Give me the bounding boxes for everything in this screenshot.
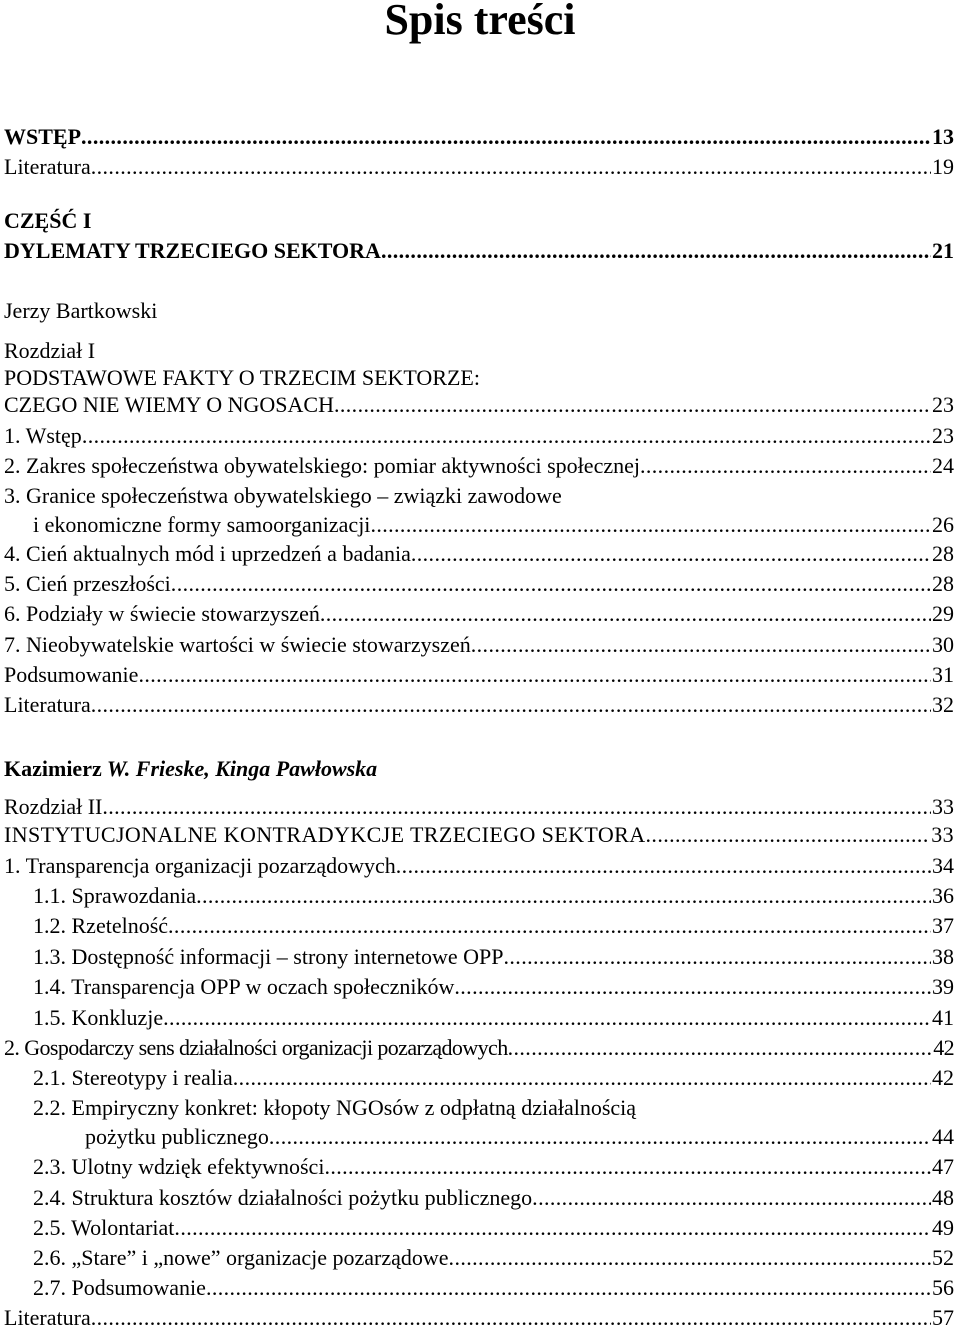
page-number: 36 — [932, 883, 954, 908]
leader-dots — [396, 851, 931, 881]
leader-dots — [206, 1273, 931, 1303]
page-number: 31 — [932, 662, 954, 687]
page-number: 57 — [932, 1305, 954, 1330]
page-number: 29 — [932, 601, 954, 626]
leader-dots — [91, 152, 931, 182]
leader-dots — [381, 236, 931, 266]
toc-entry[interactable]: 1.2. Rzetelność ..... 37 — [33, 911, 954, 941]
toc-entry[interactable]: 1.3. Dostępność informacji – strony internetowe OPP ..... 38 — [33, 942, 954, 972]
leader-dots — [532, 1183, 931, 1213]
page-number: 23 — [932, 392, 954, 417]
leader-dots — [269, 1122, 931, 1152]
toc-entry[interactable]: 1.4. Transparencja OPP w oczach społeczników ..... 39 — [33, 972, 954, 1002]
page-number: 24 — [932, 453, 954, 478]
leader-dots — [138, 660, 931, 690]
leader-dots — [508, 1033, 933, 1063]
page-number: 28 — [932, 541, 954, 566]
page-number: 42 — [932, 1065, 954, 1090]
leader-dots — [320, 599, 931, 629]
toc-entry[interactable]: 2.5. Wolontariat ..... 49 — [33, 1213, 954, 1243]
page-number: 37 — [932, 913, 954, 938]
toc-entry[interactable]: 1.5. Konkluzje ..... 41 — [33, 1003, 954, 1033]
leader-dots — [640, 451, 931, 481]
leader-dots — [411, 539, 931, 569]
toc-entry-line[interactable]: 3. Granice społeczeństwa obywatelskiego – związki zawodowe — [4, 483, 562, 508]
page-number: 38 — [932, 944, 954, 969]
leader-dots — [646, 820, 931, 850]
leader-dots — [168, 911, 931, 941]
leader-dots — [324, 1152, 931, 1182]
page-number: 42 — [933, 1035, 954, 1060]
leader-dots — [102, 792, 931, 822]
page-number: 23 — [932, 423, 954, 448]
toc-entry[interactable]: 7. Nieobywatelskie wartości w świecie stowarzyszeń ..... 30 — [4, 630, 954, 660]
page-number: 21 — [932, 238, 954, 263]
page-number: 41 — [932, 1005, 954, 1030]
chapter-author: Jerzy Bartkowski — [4, 298, 158, 323]
toc-entry[interactable]: 2.7. Podsumowanie ..... 56 — [33, 1273, 954, 1303]
chapter-authors: Kazimierz W. Frieske, Kinga Pawłowska — [4, 756, 378, 781]
toc-entry-chapter-title[interactable]: CZEGO NIE WIEMY O NGOSACH ..... 23 — [4, 390, 954, 420]
toc-entry[interactable]: 2.4. Struktura kosztów działalności pożytku publicznego ..... 48 — [33, 1183, 954, 1213]
leader-dots — [171, 569, 931, 599]
page-number: 56 — [932, 1275, 954, 1300]
toc-entry-chapter-label[interactable]: Rozdział II ..... 33 — [4, 792, 954, 822]
toc-entry-literatura[interactable]: Literatura ..... 19 — [4, 152, 954, 182]
toc-entry[interactable]: 5. Cień przeszłości ..... 28 — [4, 569, 954, 599]
toc-entry[interactable]: Literatura ..... 57 — [4, 1303, 954, 1333]
page-number: 30 — [932, 632, 954, 657]
toc-entry[interactable]: 2.3. Ulotny wdzięk efektywności ..... 47 — [33, 1152, 954, 1182]
leader-dots — [454, 972, 931, 1002]
page-number: 34 — [932, 853, 954, 878]
page-number: 33 — [931, 822, 954, 847]
toc-entry[interactable]: 1. Transparencja organizacji pozarządowych ..... 34 — [4, 851, 954, 881]
page-number: 52 — [932, 1245, 954, 1270]
leader-dots — [82, 421, 931, 451]
toc-entry[interactable]: i ekonomiczne formy samoorganizacji ..... 26 — [33, 510, 954, 540]
page-number: 33 — [932, 794, 954, 819]
page-number: 49 — [932, 1215, 954, 1240]
toc-entry[interactable]: 4. Cień aktualnych mód i uprzedzeń a badania ..... 28 — [4, 539, 954, 569]
page-number: 39 — [932, 974, 954, 999]
toc-entry[interactable]: 1.1. Sprawozdania ..... 36 — [33, 881, 954, 911]
leader-dots — [370, 510, 931, 540]
toc-entry-wstep[interactable]: WSTĘP ..... 13 — [4, 122, 954, 152]
leader-dots — [233, 1063, 931, 1093]
toc-entry[interactable]: 2. Gospodarczy sens działalności organizacji pozarządowych ..... 42 — [4, 1033, 954, 1063]
toc-entry[interactable]: pożytku publicznego ..... 44 — [85, 1122, 954, 1152]
toc-entry[interactable]: 6. Podziały w świecie stowarzyszeń ..... 29 — [4, 599, 954, 629]
leader-dots — [334, 390, 931, 420]
toc-entry-part-title[interactable]: DYLEMATY TRZECIEGO SEKTORA ..... 21 — [4, 236, 954, 266]
page-number: 26 — [932, 512, 954, 537]
part-label: CZĘŚĆ I — [4, 208, 92, 233]
toc-entry[interactable]: 2.6. „Stare” i „nowe” organizacje pozarządowe ..... 52 — [33, 1243, 954, 1273]
toc-entry[interactable]: 1. Wstęp ..... 23 — [4, 421, 954, 451]
toc-entry[interactable]: 2. Zakres społeczeństwa obywatelskiego: pomiar aktywności społecznej ..... 24 — [4, 451, 954, 481]
page-number: 13 — [932, 124, 954, 149]
leader-dots — [196, 881, 931, 911]
leader-dots — [91, 690, 931, 720]
toc-entry-chapter-title[interactable]: INSTYTUCJONALNE KONTRADYKCJE TRZECIEGO SEKTORA ..... 33 — [4, 820, 954, 850]
leader-dots — [449, 1243, 931, 1273]
page-number: 19 — [932, 154, 954, 179]
chapter-title-line: PODSTAWOWE FAKTY O TRZECIM SEKTORZE: — [4, 365, 480, 390]
toc-entry[interactable]: 2.1. Stereotypy i realia ..... 42 — [33, 1063, 954, 1093]
leader-dots — [174, 1213, 931, 1243]
page-number: 44 — [932, 1124, 954, 1149]
toc-entry[interactable]: Literatura ..... 32 — [4, 690, 954, 720]
page-number: 47 — [932, 1154, 954, 1179]
page-title: Spis treści — [384, 0, 576, 44]
page-number: 48 — [932, 1185, 954, 1210]
leader-dots — [504, 942, 932, 972]
leader-dots — [471, 630, 931, 660]
leader-dots — [163, 1003, 931, 1033]
leader-dots — [81, 122, 931, 152]
toc-entry[interactable]: Podsumowanie ..... 31 — [4, 660, 954, 690]
chapter-label: Rozdział I — [4, 338, 96, 363]
page-number: 28 — [932, 571, 954, 596]
toc-entry-line[interactable]: 2.2. Empiryczny konkret: kłopoty NGOsów z odpłatną działalnością — [33, 1095, 637, 1120]
page-number: 32 — [932, 692, 954, 717]
